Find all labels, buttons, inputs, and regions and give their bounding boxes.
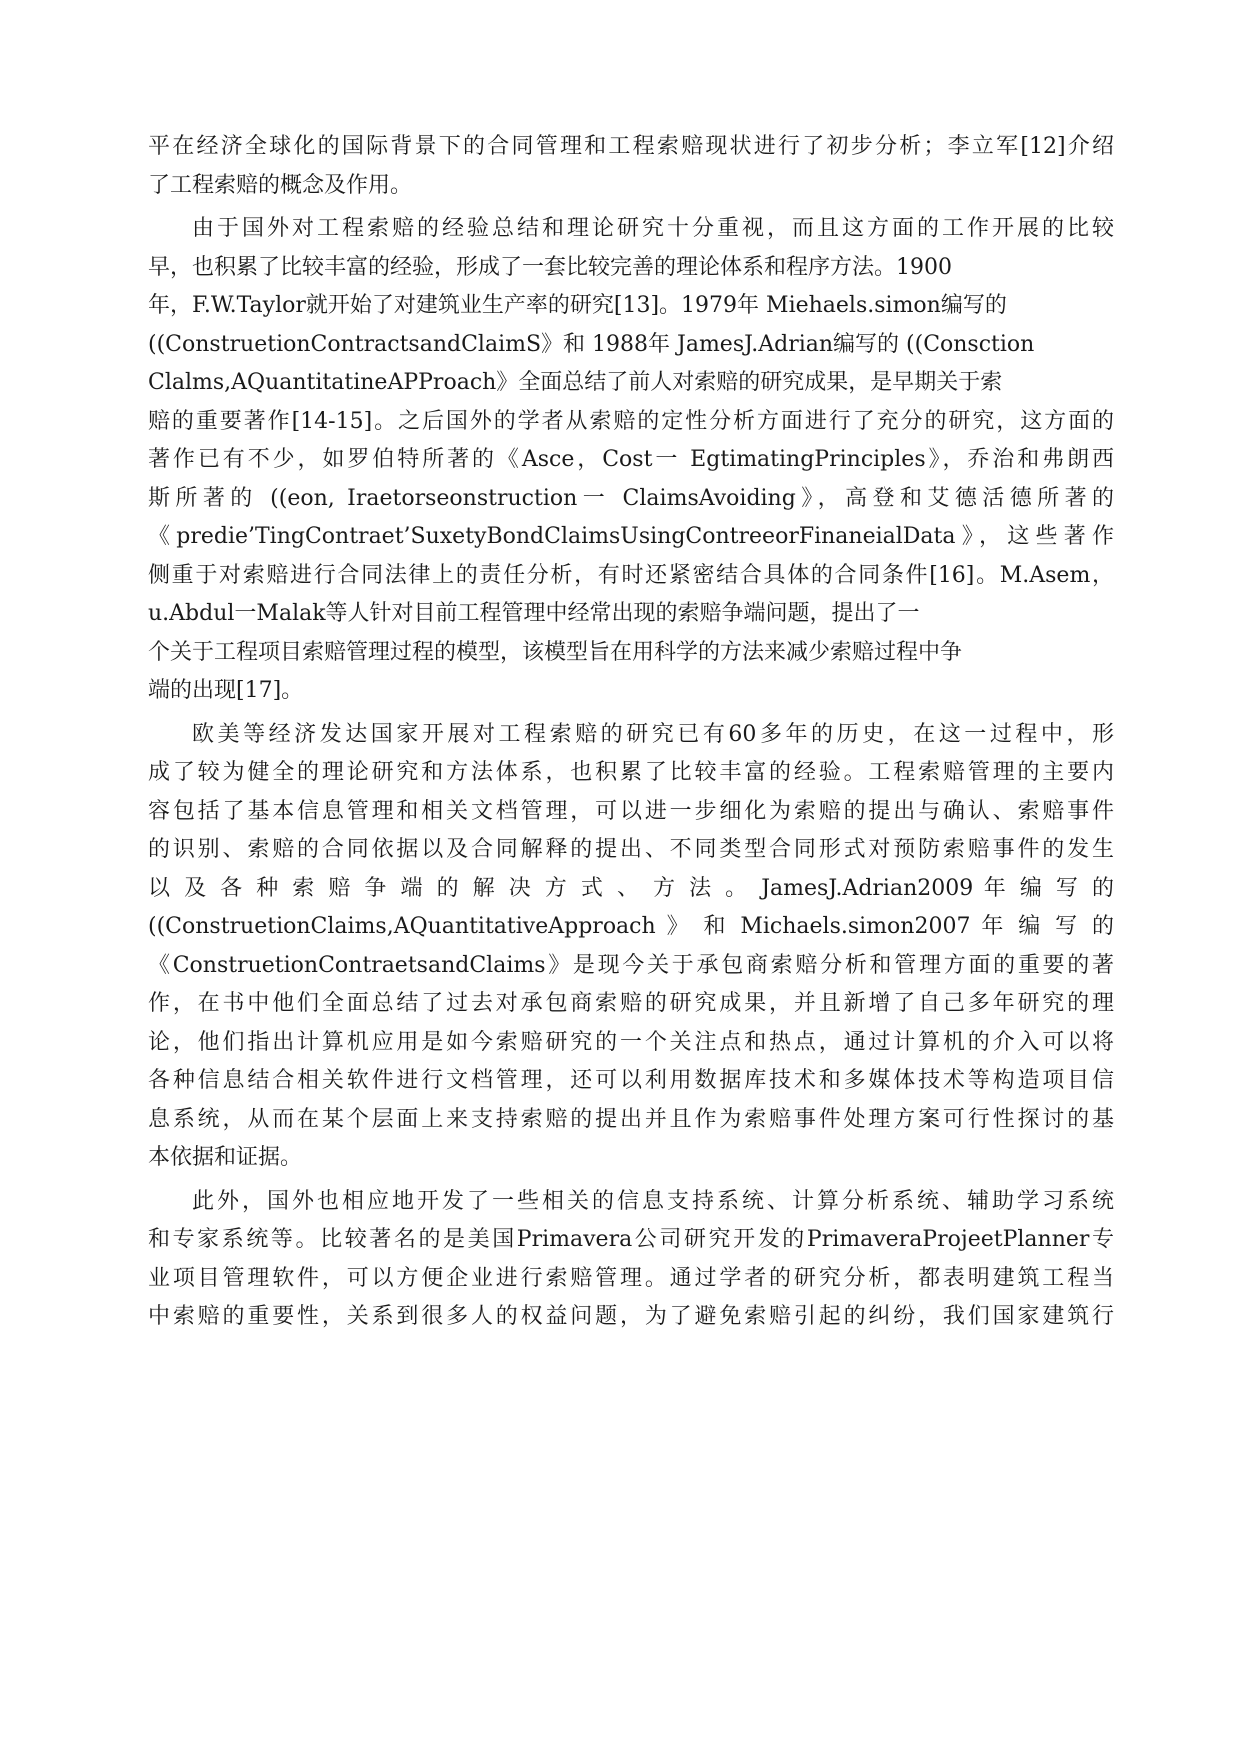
text-line: 个关于工程项目索赔管理过程的模型，该模型旨在用科学的方法来减少索赔过程中争 <box>148 639 963 665</box>
paragraph <box>148 716 1114 1178</box>
text-line: 本依据和证据。 <box>148 1145 303 1170</box>
text-line: 以 及 各 种 索 赔 争 端 的 解 决 方 式 、 方 法 。 JamesJ.Adrian2009 年 编 写 的 <box>148 875 1114 901</box>
text-line: 《predie’TingContraet’SuxetyBondClaimsUsingContreeorFinaneialData》，这些著作 <box>148 524 1114 549</box>
text-line: 赔的重要著作[14-15]。之后国外的学者从索赔的定性分析方面进行了充分的研究，这方面的 <box>148 408 1114 434</box>
text-line: 作，在书中他们全面总结了过去对承包商索赔的研究成果，并且新增了自己多年研究的理 <box>148 991 1114 1016</box>
body-text <box>148 128 1114 1337</box>
text-line: 平在经济全球化的国际背景下的合同管理和工程索赔现状进行了初步分析；李立军[12]介绍 <box>148 134 1114 159</box>
text-line: 容包括了基本信息管理和相关文档管理，可以进一步细化为索赔的提出与确认、索赔事件 <box>148 798 1114 824</box>
text-line: ((ConstruetionContractsandClaimS》和 1988年 JamesJ.Adrian编写的 ((Consction <box>148 331 1035 357</box>
text-line: 斯所著的 ((eon, Iraetorseonstruction一 ClaimsAvoiding》，高登和艾德活德所著的 <box>148 485 1114 511</box>
text-line: u.Abdul一Malak等人针对目前工程管理中经常出现的索赔争端问题，提出了一 <box>148 601 920 626</box>
text-line: 侧重于对索赔进行合同法律上的责任分析，有时还紧密结合具体的合同条件[16]。M.Asem， <box>148 562 1114 588</box>
text-line: 《ConstruetionContraetsandClaims》是现今关于承包商索赔分析和管理方面的重要的著 <box>148 952 1114 978</box>
text-line: 业项目管理软件，可以方便企业进行索赔管理。通过学者的研究分析，都表明建筑工程当 <box>148 1265 1114 1291</box>
text-line: 各种信息结合相关软件进行文档管理，还可以利用数据库技术和多媒体技术等构造项目信 <box>148 1068 1114 1093</box>
text-line: Clalms,AQuantitatineAPProach》全面总结了前人对索赔的研究成果，是早期关于索 <box>148 370 1003 395</box>
text-line: 和专家系统等。比较著名的是美国Primavera公司研究开发的PrimaveraProjeetPlanner专 <box>148 1227 1114 1252</box>
text-line: 早，也积累了比较丰富的经验，形成了一套比较完善的理论体系和程序方法。1900 <box>148 254 952 280</box>
text-line: 论，他们指出计算机应用是如今索赔研究的一个关注点和热点，通过计算机的介入可以将 <box>148 1029 1114 1055</box>
text-line: 欧美等经济发达国家开展对工程索赔的研究已有60多年的历史，在这一过程中，形 <box>192 721 1114 747</box>
text-line: 端的出现[17]。 <box>148 678 304 703</box>
text-line: 此外，国外也相应地开发了一些相关的信息支持系统、计算分析系统、辅助学习系统 <box>192 1188 1114 1214</box>
paragraph <box>148 128 1114 205</box>
text-line: 了工程索赔的概念及作用。 <box>148 172 413 198</box>
paragraph <box>148 210 1114 711</box>
text-line: 息系统，从而在某个层面上来支持索赔的提出并且作为索赔事件处理方案可行性探讨的基 <box>148 1106 1114 1132</box>
text-line: 由于国外对工程索赔的经验总结和理论研究十分重视，而且这方面的工作开展的比较 <box>192 216 1114 241</box>
text-line: 著作已有不少，如罗伯特所著的《Asce，Cost一 EgtimatingPrinciples》，乔治和弗朗西 <box>148 447 1114 472</box>
text-line: 中索赔的重要性，关系到很多人的权益问题，为了避免索赔引起的纠纷，我们国家建筑行 <box>148 1304 1114 1329</box>
text-line: 年，F.W.Taylor就开始了对建筑业生产率的研究[13]。1979年 Miehaels.simon编写的 <box>148 293 1007 318</box>
text-line: 的识别、索赔的合同依据以及合同解释的提出、不同类型合同形式对预防索赔事件的发生 <box>148 837 1114 862</box>
paragraph <box>148 1183 1114 1337</box>
text-line: 成了较为健全的理论研究和方法体系，也积累了比较丰富的经验。工程索赔管理的主要内 <box>148 760 1114 785</box>
text-line: ((ConstruetionClaims,AQuantitativeApproach 》 和 Michaels.simon2007 年 编 写 的 <box>148 914 1114 939</box>
